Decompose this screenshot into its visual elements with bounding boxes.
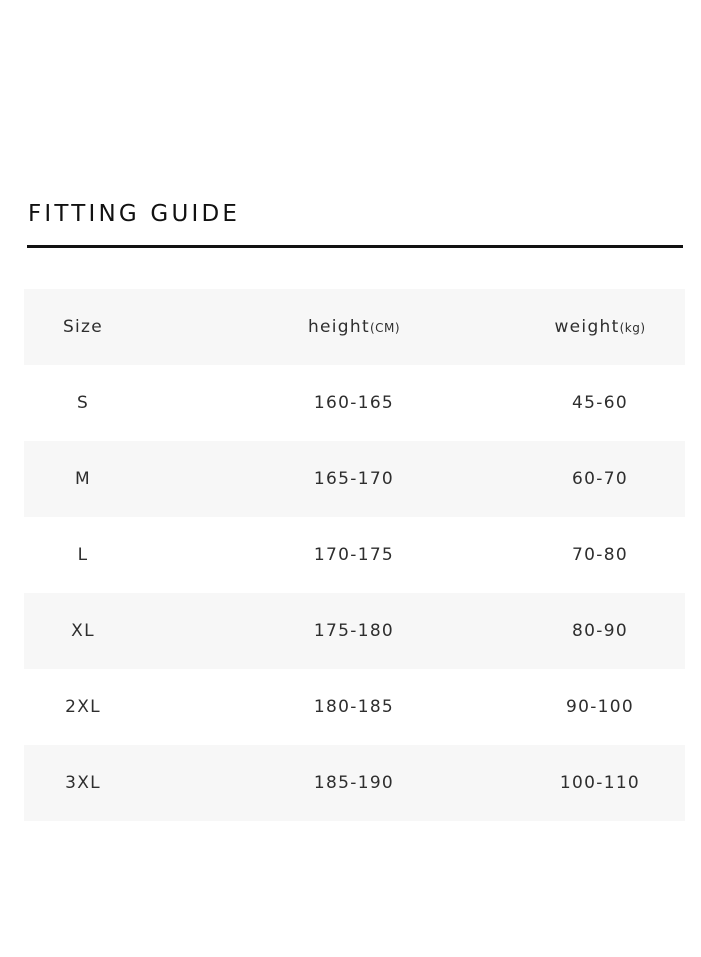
header-height-unit: (CM) — [369, 321, 401, 335]
height-cell: 175-180 — [313, 621, 395, 641]
weight-cell: 60-70 — [572, 469, 628, 489]
size-cell: XL — [71, 621, 95, 641]
weight-cell: 90-100 — [565, 697, 634, 717]
header-height — [254, 289, 454, 365]
table-row — [24, 365, 685, 441]
table-header-row — [24, 289, 685, 365]
table-row — [24, 441, 685, 517]
table-row — [24, 745, 685, 821]
table-row — [24, 517, 685, 593]
height-cell: 170-175 — [313, 545, 395, 565]
header-weight — [500, 289, 700, 365]
title-divider — [27, 245, 683, 248]
header-size: Size — [62, 317, 104, 337]
size-cell: M — [75, 469, 91, 489]
size-cell: 2XL — [65, 697, 101, 717]
height-cell: 160-165 — [313, 393, 395, 413]
weight-cell: 100-110 — [559, 773, 641, 793]
size-chart-table — [24, 289, 685, 821]
weight-cell: 70-80 — [572, 545, 628, 565]
header-weight-unit: (kg) — [619, 321, 646, 335]
size-cell: L — [77, 545, 89, 565]
table-row — [24, 593, 685, 669]
height-cell: 185-190 — [313, 773, 395, 793]
size-cell: S — [76, 393, 90, 413]
height-cell: 180-185 — [313, 697, 395, 717]
weight-cell: 45-60 — [572, 393, 628, 413]
height-cell: 165-170 — [313, 469, 395, 489]
weight-cell: 80-90 — [572, 621, 628, 641]
header-height-label: height — [307, 317, 370, 337]
header-weight-label: weight — [554, 317, 620, 337]
page-title: FITTING GUIDE — [28, 201, 241, 227]
table-row — [24, 669, 685, 745]
size-cell: 3XL — [65, 773, 101, 793]
